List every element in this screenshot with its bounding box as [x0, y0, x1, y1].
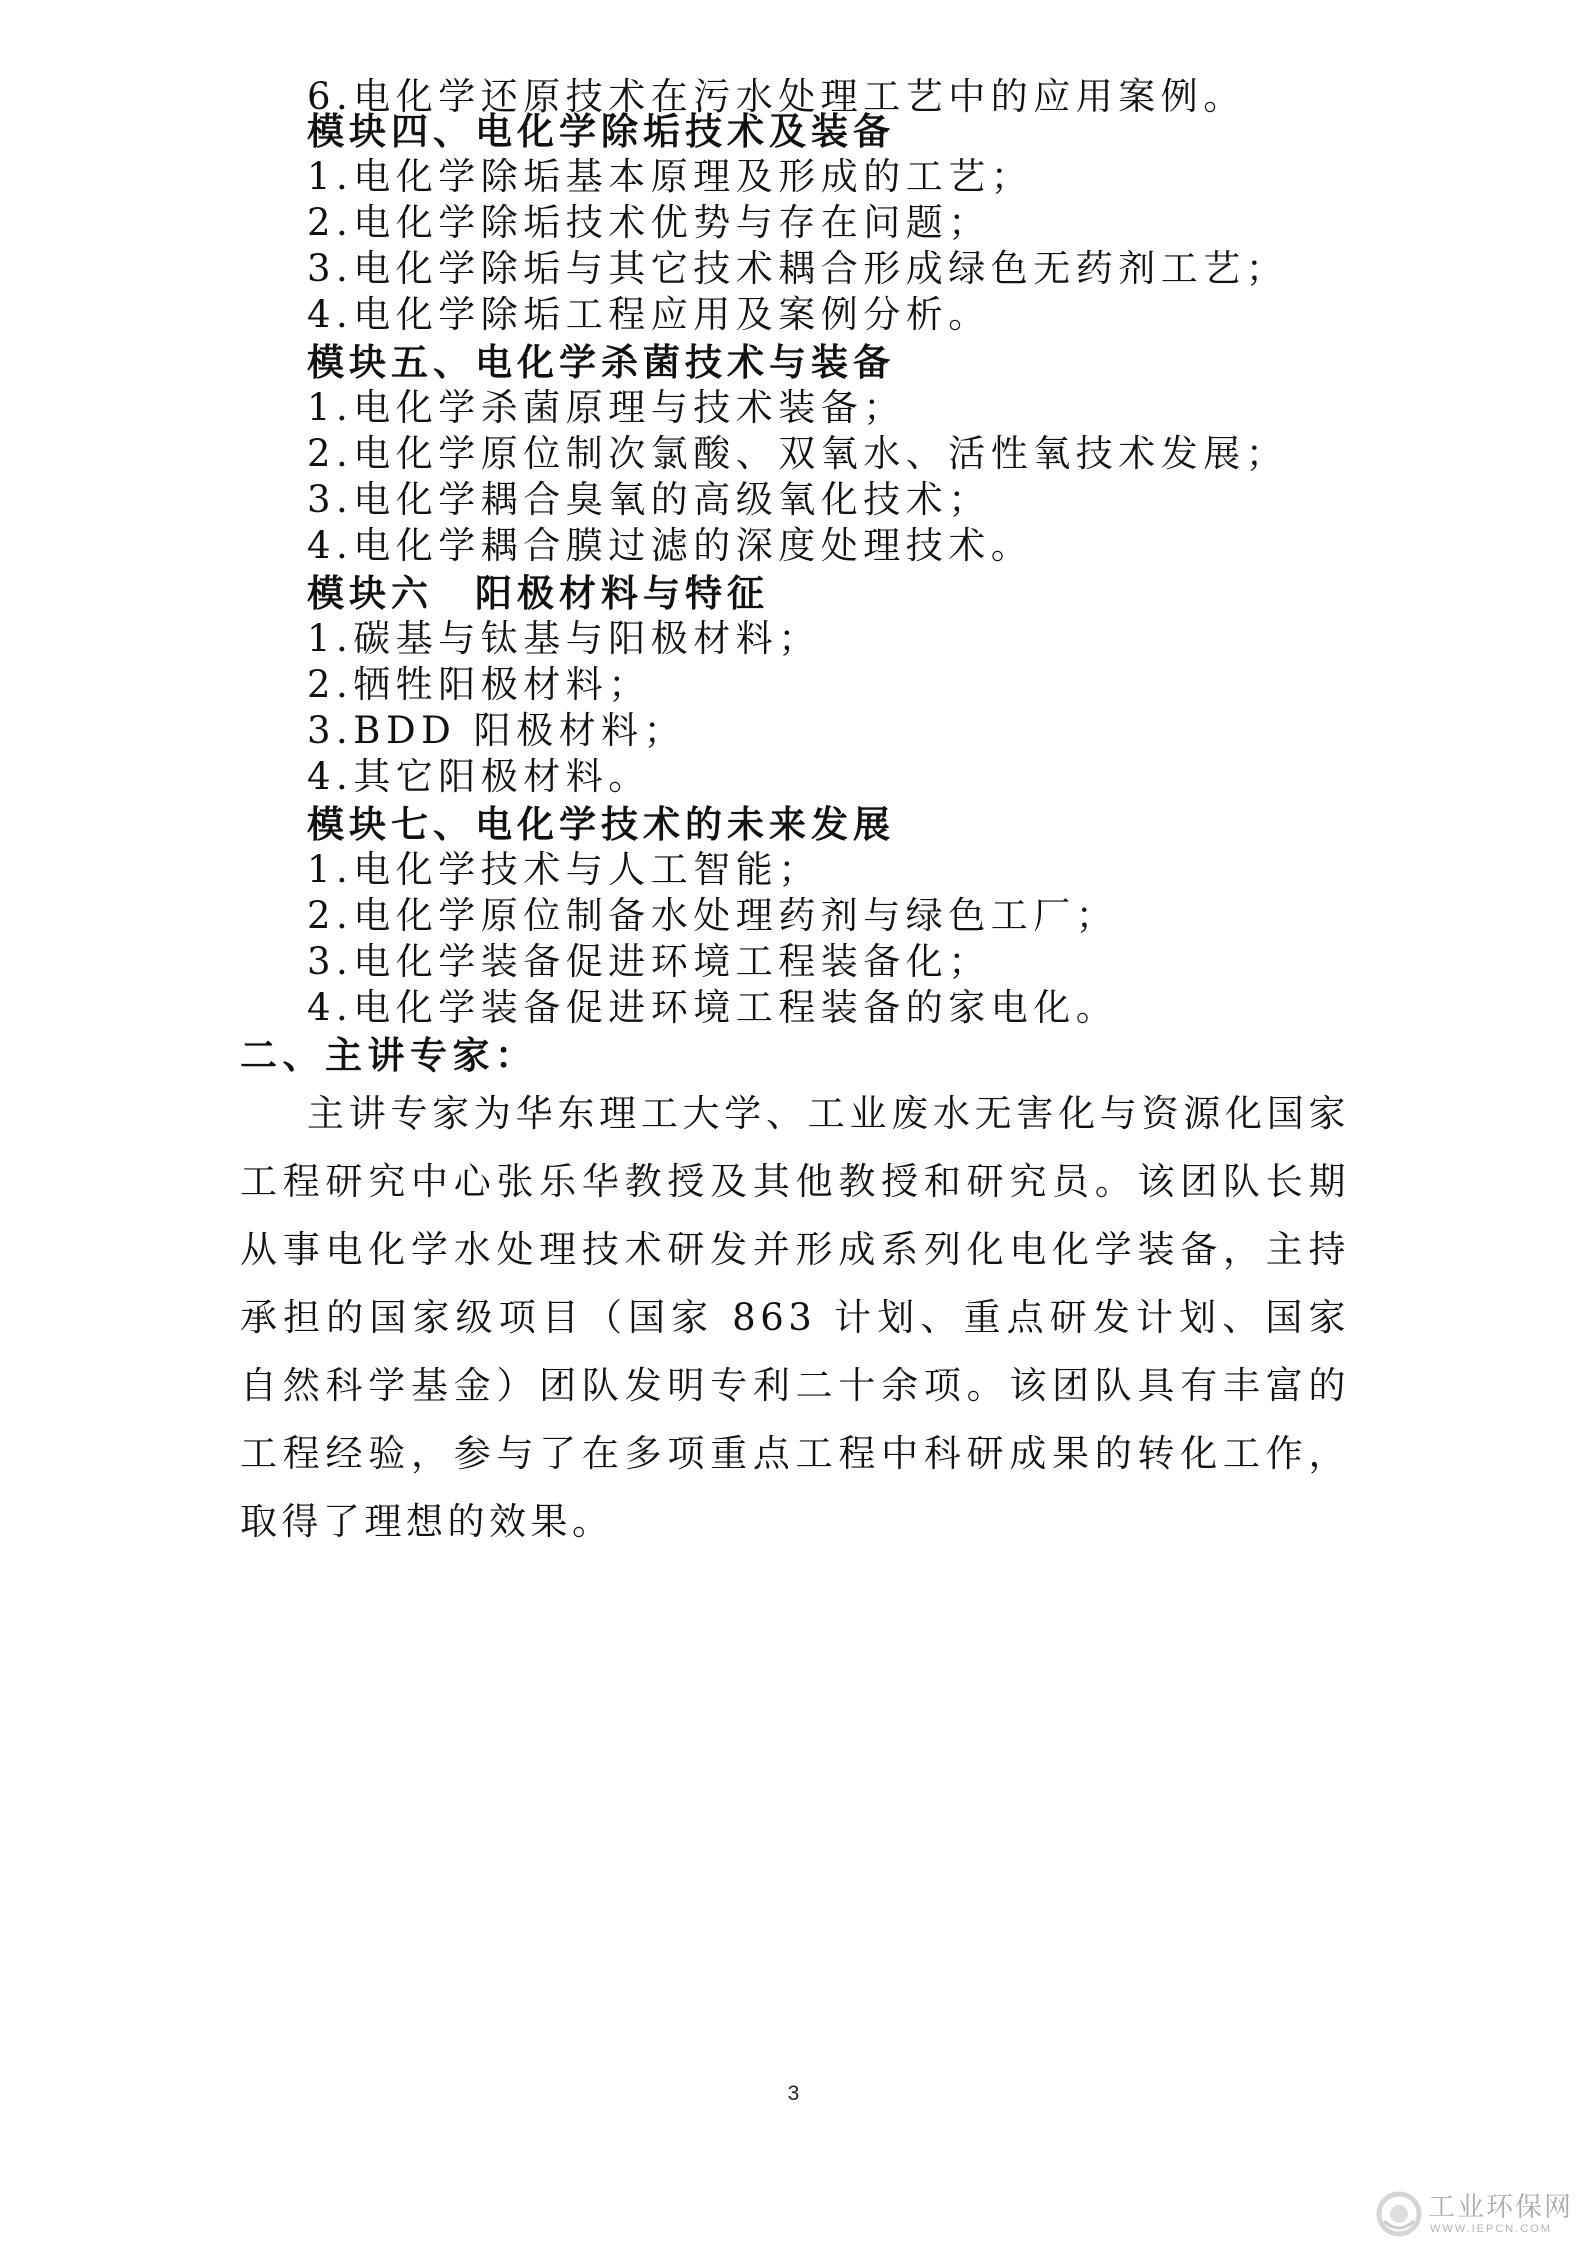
module-heading: 模块七、电化学技术的未来发展 [307, 802, 895, 846]
list-item: 4.电化学除垢工程应用及案例分析。 [307, 293, 991, 336]
section-heading: 二、主讲专家： [240, 1033, 538, 1077]
list-item: 1.电化学技术与人工智能； [307, 848, 821, 891]
list-item: 1.电化学除垢基本原理及形成的工艺； [307, 155, 1034, 198]
list-item: 2.电化学原位制备水处理药剂与绿色工厂； [307, 894, 1119, 937]
watermark-url: WWW.IEPCN.COM [1430, 2223, 1552, 2235]
site-watermark [1376, 2191, 1573, 2237]
page-number: 3 [787, 2082, 800, 2105]
list-item: 1.电化学杀菌原理与技术装备； [307, 386, 906, 429]
module-heading: 模块六 阳极材料与特征 [307, 571, 769, 615]
list-item: 2.电化学原位制次氯酸、双氧水、活性氧技术发展； [307, 432, 1289, 475]
expert-paragraph: 主讲专家为华东理工大学、工业废水无害化与资源化国家工程研究中心张乐华教授及其他教授和研究员。该团队长期从事电化学水处理技术研发并形成系列化电化学装备，主持承担的国家级项目（国家 863 计划、重点研发计划、国家自然科学基金）团队发明专利二十余项。该团队具有丰富的工程经验，参与了在多项重点工程中科研成果的转化工作，取得了理想的效果。 [240, 1092, 1350, 1543]
list-item: 4.电化学装备促进环境工程装备的家电化。 [307, 986, 1119, 1029]
module-heading: 模块四、电化学除垢技术及装备 [307, 109, 895, 153]
watermark-title: 工业环保网 [1428, 2192, 1573, 2223]
list-item: 2.电化学除垢技术优势与存在问题； [307, 201, 991, 244]
list-item: 4.其它阳极材料。 [307, 755, 651, 798]
module-heading: 模块五、电化学杀菌技术与装备 [307, 340, 895, 384]
list-item: 3.电化学装备促进环境工程装备化； [307, 940, 991, 983]
list-item: 6.电化学还原技术在污水处理工艺中的应用案例。 [307, 75, 1246, 118]
list-item: 4.电化学耦合膜过滤的深度处理技术。 [307, 524, 1034, 567]
list-item: 3.电化学耦合臭氧的高级氧化技术； [307, 478, 991, 521]
list-item: 2.牺牲阳极材料； [307, 663, 651, 706]
watermark-logo-icon [1376, 2191, 1422, 2237]
list-item: 3.电化学除垢与其它技术耦合形成绿色无药剂工艺； [307, 247, 1289, 290]
list-item: 3.BDD 阳极材料； [307, 709, 687, 752]
list-item: 1.碳基与钛基与阳极材料； [307, 617, 821, 660]
